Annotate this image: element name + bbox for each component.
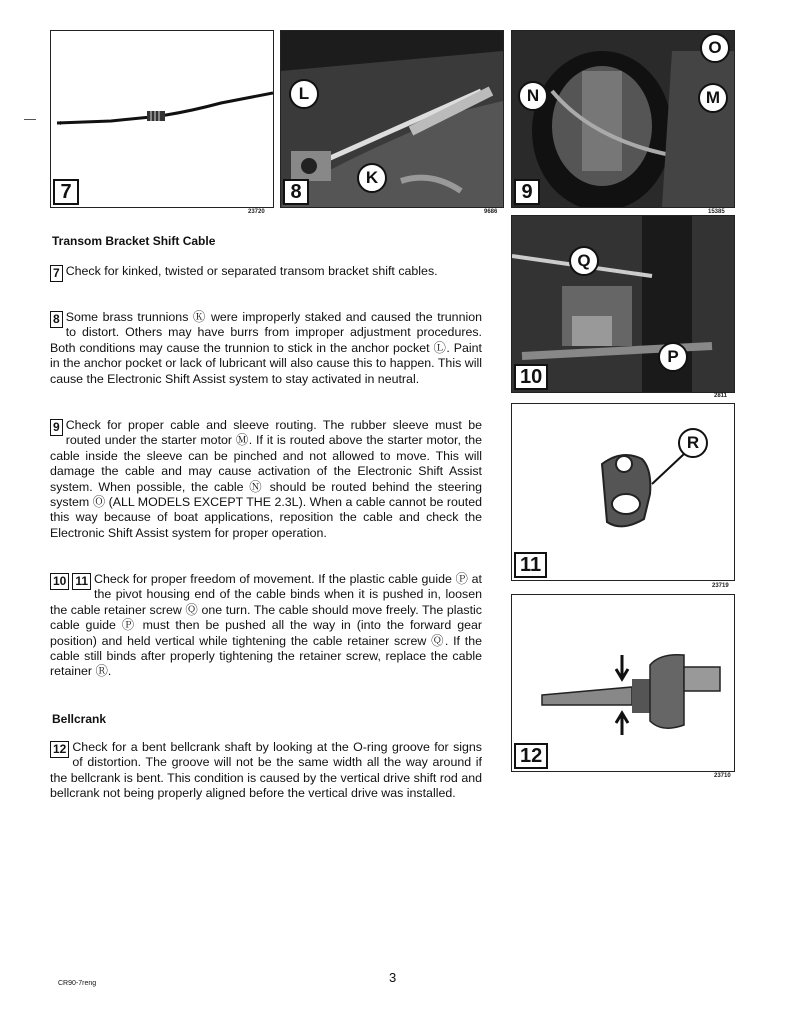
figure-8-code: 9686 — [484, 209, 498, 215]
figure-9-code: 15385 — [708, 209, 725, 215]
document-code: CR90-7reng — [58, 980, 97, 987]
figure-11-number: 11 — [514, 552, 547, 578]
section-heading-transom: Transom Bracket Shift Cable — [52, 234, 216, 248]
paragraph-number: 7 — [50, 265, 63, 282]
paragraph-8 — [50, 310, 482, 387]
figure-8 — [280, 30, 504, 208]
trunnion-photo — [281, 31, 503, 207]
figure-11 — [511, 403, 735, 581]
paragraph-text: Check for a bent bellcrank shaft by looking at the O-ring groove for signs of distortion. The groove will not be the same width all the way around if the bellcrank is bent. This condition is caused by the vertical drive shift rod and bellcrank not being properly aligned before the vertical drive was installed. — [50, 740, 482, 801]
callout-O: O — [700, 33, 730, 63]
figure-12 — [511, 594, 735, 772]
paragraph-text: Some brass trunnions Ⓚ were improperly staked and caused the trunnion to distort. Others may have burrs from improper adjustment procedures. Both conditions may cause the trunnion to stick in the anchor pocket Ⓛ. Paint in the anchor pocket or lack of lubricant will also cause this to happen. This will cause the Electronic Shift Assist system to stay activated in neutral. — [50, 310, 482, 386]
paragraph-10-11 — [50, 572, 482, 680]
cable-routing-photo — [512, 31, 734, 207]
callout-Q: Q — [569, 246, 599, 276]
figure-7-number: 7 — [53, 179, 79, 205]
figure-7-code: 23720 — [248, 209, 265, 215]
figure-10-code: 2811 — [714, 393, 728, 399]
paragraph-text: Check for proper freedom of movement. If the plastic cable guide Ⓟ at the pivot housing end of the cable binds when it is pushed in, loosen the cable retainer screw Ⓠ one turn. The cable should move freely. The plastic cable guide Ⓟ must then be pushed all the way in (into the forward gear position) and held vertical while tightening the cable retainer screw Ⓠ. If the cable still binds after properly tightening the retainer screw, replace the cable retainer Ⓡ. — [50, 572, 482, 679]
paragraph-number: 12 — [50, 741, 69, 758]
callout-L: L — [289, 79, 319, 109]
callout-K: K — [357, 163, 387, 193]
callout-R: R — [678, 428, 708, 458]
paragraph-text: Check for kinked, twisted or separated transom bracket shift cables. — [65, 264, 438, 278]
paragraph-9 — [50, 418, 482, 541]
figure-7 — [50, 30, 274, 208]
callout-P: P — [658, 342, 688, 372]
figure-10-number: 10 — [514, 364, 548, 390]
figure-12-number: 12 — [514, 743, 548, 769]
figure-9 — [511, 30, 735, 208]
paragraph-number: 9 — [50, 419, 63, 436]
paragraph-12 — [50, 740, 482, 802]
paragraph-number: 10 — [50, 573, 69, 590]
callout-M: M — [698, 83, 728, 113]
figure-8-number: 8 — [283, 179, 309, 205]
figure-9-number: 9 — [514, 179, 540, 205]
figure-11-code: 23719 — [712, 583, 729, 589]
paragraph-number: 11 — [72, 573, 91, 590]
paragraph-number: 8 — [50, 311, 63, 328]
figure-10 — [511, 215, 735, 393]
page-number: 3 — [389, 970, 397, 985]
margin-mark — [24, 119, 36, 120]
paragraph-text: Check for proper cable and sleeve routing. The rubber sleeve must be routed under the starter motor Ⓜ. If it is routed above the starter motor, the cable inside the sleeve can be pinched and not allowed to move. This will damage the cable and may cause activation of the Electronic Shift Assist system. When possible, the cable Ⓝ should be routed behind the steering system Ⓞ (ALL MODELS EXCEPT THE 2.3L). When a cable cannot be routed this way because of boat applications, reposition the cable and check the Electronic Shift Assist system for proper operation. — [50, 418, 482, 540]
paragraph-7 — [50, 264, 482, 282]
section-heading-bellcrank: Bellcrank — [52, 712, 107, 726]
callout-N: N — [518, 81, 548, 111]
figure-12-code: 23710 — [714, 773, 731, 779]
shift-cable-illustration — [51, 31, 273, 207]
